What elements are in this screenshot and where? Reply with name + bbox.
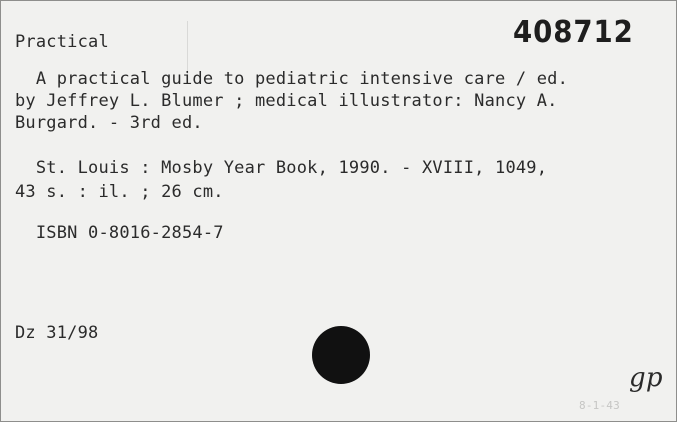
shelf-mark: Dz 31/98 (15, 323, 99, 343)
heading: Practical (15, 32, 109, 52)
title-line-1: A practical guide to pediatric intensive care / ed. (15, 69, 569, 89)
faint-stamp: 8-1-43 (579, 399, 620, 412)
call-number: 408712 (513, 15, 634, 50)
isbn: ISBN 0-8016-2854-7 (15, 223, 224, 243)
imprint-line-2: 43 s. : il. ; 26 cm. (15, 182, 224, 202)
title-line-2: by Jeffrey L. Blumer ; medical illustrator: Nancy A. (15, 91, 558, 111)
handwritten-initials: gp (629, 363, 663, 393)
title-line-3: Burgard. - 3rd ed. (15, 113, 203, 133)
punch-hole (312, 326, 370, 384)
imprint-line-1: St. Louis : Mosby Year Book, 1990. - XVIII, 1049, (15, 158, 548, 178)
